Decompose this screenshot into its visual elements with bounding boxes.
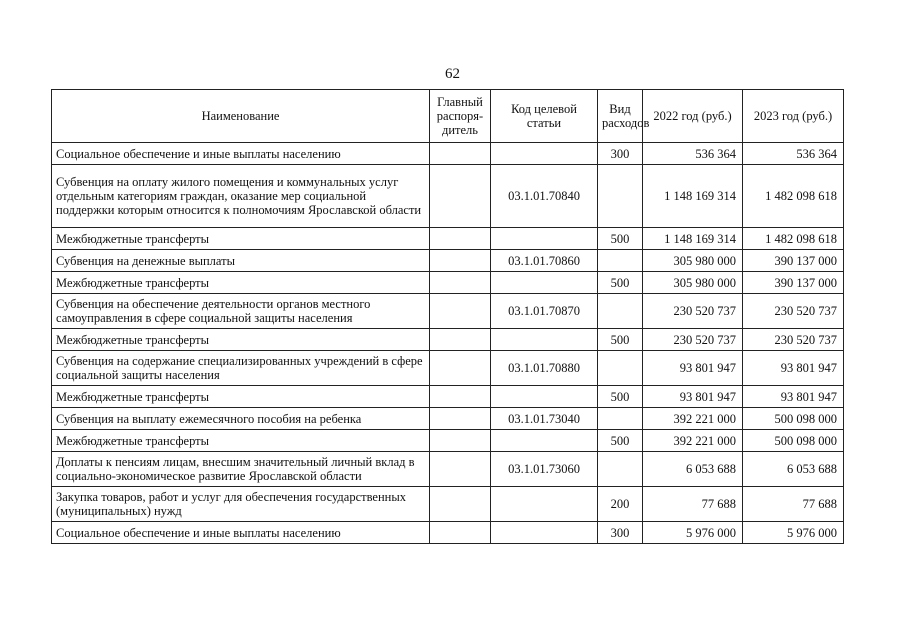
table-row [52, 430, 844, 452]
row-name: Субвенция на обеспечение деятельности органов местного самоуправления в сфере социальной защиты населения [52, 294, 430, 329]
budget-table [51, 89, 844, 544]
row-code: 03.1.01.73060 [491, 452, 598, 487]
table-header-row [52, 90, 844, 143]
row-2023: 230 520 737 [743, 294, 844, 329]
row-distributor [430, 430, 491, 452]
row-type [598, 165, 643, 228]
table-row [52, 522, 844, 544]
row-2023: 390 137 000 [743, 250, 844, 272]
row-name: Субвенция на денежные выплаты [52, 250, 430, 272]
row-name: Социальное обеспечение и иные выплаты населению [52, 522, 430, 544]
row-distributor [430, 408, 491, 430]
header-name: Наименование [52, 90, 430, 143]
row-distributor [430, 143, 491, 165]
row-name: Социальное обеспечение и иные выплаты населению [52, 143, 430, 165]
header-type: Вид расходов [598, 90, 643, 143]
row-code: 03.1.01.73040 [491, 408, 598, 430]
row-2022: 536 364 [643, 143, 743, 165]
row-2022: 93 801 947 [643, 351, 743, 386]
row-name: Межбюджетные трансферты [52, 386, 430, 408]
row-code: 03.1.01.70840 [491, 165, 598, 228]
row-2023: 230 520 737 [743, 329, 844, 351]
row-type [598, 294, 643, 329]
table-row [52, 329, 844, 351]
row-name: Межбюджетные трансферты [52, 430, 430, 452]
row-2022: 1 148 169 314 [643, 228, 743, 250]
row-distributor [430, 294, 491, 329]
row-code [491, 522, 598, 544]
row-2022: 392 221 000 [643, 408, 743, 430]
row-code [491, 386, 598, 408]
row-2022: 93 801 947 [643, 386, 743, 408]
row-2023: 5 976 000 [743, 522, 844, 544]
table-row [52, 386, 844, 408]
row-type: 500 [598, 430, 643, 452]
header-2022: 2022 год (руб.) [643, 90, 743, 143]
table-row [52, 165, 844, 228]
row-2023: 1 482 098 618 [743, 228, 844, 250]
row-2023: 536 364 [743, 143, 844, 165]
row-name: Закупка товаров, работ и услуг для обеспечения государственных (муниципальных) нужд [52, 487, 430, 522]
row-type [598, 250, 643, 272]
row-type [598, 351, 643, 386]
header-2023: 2023 год (руб.) [743, 90, 844, 143]
row-code [491, 329, 598, 351]
table-row [52, 351, 844, 386]
row-name: Субвенция на содержание специализированных учреждений в сфере социальной защиты населения [52, 351, 430, 386]
row-2022: 77 688 [643, 487, 743, 522]
row-type: 300 [598, 143, 643, 165]
row-2022: 230 520 737 [643, 329, 743, 351]
row-2022: 6 053 688 [643, 452, 743, 487]
row-name: Межбюджетные трансферты [52, 228, 430, 250]
row-code [491, 228, 598, 250]
row-distributor [430, 165, 491, 228]
row-2023: 6 053 688 [743, 452, 844, 487]
row-distributor [430, 272, 491, 294]
row-type: 200 [598, 487, 643, 522]
row-2023: 500 098 000 [743, 430, 844, 452]
row-code [491, 143, 598, 165]
table-row [52, 452, 844, 487]
row-2023: 390 137 000 [743, 272, 844, 294]
row-2022: 230 520 737 [643, 294, 743, 329]
table-row [52, 228, 844, 250]
row-type: 500 [598, 228, 643, 250]
table-row [52, 250, 844, 272]
row-type [598, 408, 643, 430]
row-distributor [430, 250, 491, 272]
row-name: Межбюджетные трансферты [52, 329, 430, 351]
row-name: Субвенция на оплату жилого помещения и коммунальных услуг отдельным категориям граждан, оказание мер социальной поддержки которым относится к полномочиям Ярославской области [52, 165, 430, 228]
row-distributor [430, 487, 491, 522]
page-number: 62 [445, 66, 460, 82]
row-distributor [430, 351, 491, 386]
row-type: 300 [598, 522, 643, 544]
table-row [52, 294, 844, 329]
row-2023: 500 098 000 [743, 408, 844, 430]
row-type: 500 [598, 272, 643, 294]
row-code: 03.1.01.70870 [491, 294, 598, 329]
table-row [52, 272, 844, 294]
table-row [52, 408, 844, 430]
row-name: Доплаты к пенсиям лицам, внесшим значительный личный вклад в социально-экономическое развитие Ярославской области [52, 452, 430, 487]
row-2023: 93 801 947 [743, 386, 844, 408]
header-code: Код целевой статьи [491, 90, 598, 143]
table-row [52, 143, 844, 165]
row-type: 500 [598, 329, 643, 351]
row-code [491, 430, 598, 452]
row-type [598, 452, 643, 487]
row-2022: 305 980 000 [643, 272, 743, 294]
row-distributor [430, 228, 491, 250]
row-2023: 1 482 098 618 [743, 165, 844, 228]
row-distributor [430, 386, 491, 408]
row-distributor [430, 522, 491, 544]
row-name: Субвенция на выплату ежемесячного пособия на ребенка [52, 408, 430, 430]
row-2023: 93 801 947 [743, 351, 844, 386]
table-row [52, 487, 844, 522]
row-distributor [430, 452, 491, 487]
row-distributor [430, 329, 491, 351]
row-2023: 77 688 [743, 487, 844, 522]
row-2022: 305 980 000 [643, 250, 743, 272]
row-name: Межбюджетные трансферты [52, 272, 430, 294]
header-distributor: Главный распоря-дитель [430, 90, 491, 143]
row-code: 03.1.01.70860 [491, 250, 598, 272]
row-code [491, 272, 598, 294]
row-code: 03.1.01.70880 [491, 351, 598, 386]
row-type: 500 [598, 386, 643, 408]
row-2022: 392 221 000 [643, 430, 743, 452]
row-2022: 1 148 169 314 [643, 165, 743, 228]
row-code [491, 487, 598, 522]
row-2022: 5 976 000 [643, 522, 743, 544]
